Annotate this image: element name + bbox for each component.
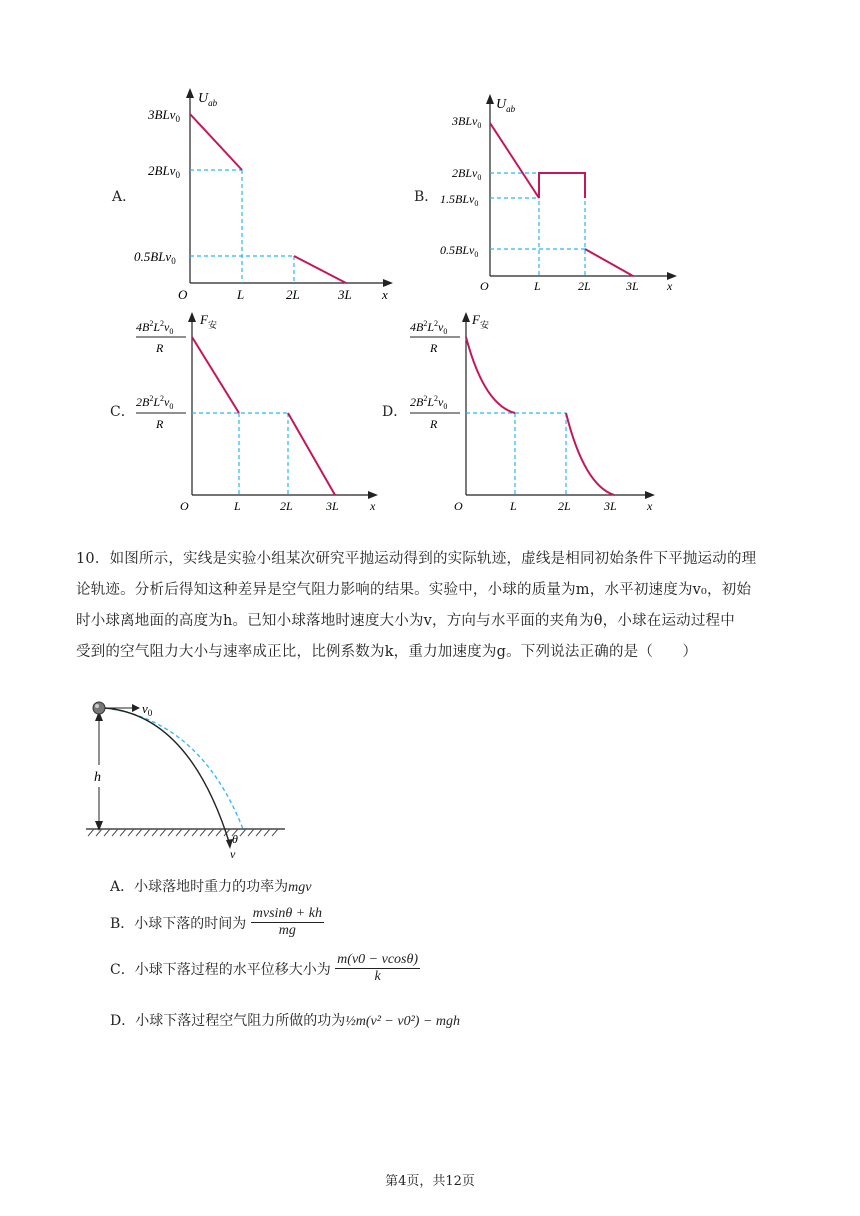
svg-text:L: L (234, 499, 241, 513)
option-d-label: D． (382, 404, 408, 420)
svg-text:F安: $F_安$ (200, 312, 217, 330)
v0-label: $v_0$ (142, 701, 153, 718)
answer-option-a: A．小球落地时重力的功率为mgv (110, 879, 312, 895)
svg-text:1.5BLv0: 1.5BLv$_0$ (440, 192, 479, 208)
graph-d (404, 310, 669, 515)
curve-segment-2 (294, 256, 346, 283)
svg-text:2BLv0: 2BLv$_0$ (452, 166, 482, 182)
curve-segment-1 (190, 114, 242, 170)
option-b-label: B． (414, 189, 439, 205)
svg-text:O: O (180, 499, 189, 513)
svg-text:x: x (647, 499, 653, 513)
svg-text:3L: 3L (626, 279, 639, 293)
svg-text:2L: 2L (280, 499, 293, 513)
svg-text:O: O (454, 499, 463, 513)
svg-text:R: R (156, 341, 164, 355)
projectile-figure (80, 695, 300, 865)
graph-c (130, 310, 390, 515)
tick-3blv0: 3BLv$_0$ (148, 107, 180, 124)
question-line-4: 受到的空气阻力大小与速率成正比，比例系数为k，重力加速度为g。下列说法正确的是（ ） (76, 644, 698, 660)
tick-3l: 3L (338, 287, 352, 302)
tick-o: O (178, 287, 188, 302)
tick-05blv0: 0.5BLv$_0$ (134, 249, 176, 266)
svg-text:4B2L2v0: $4B^2L^2v_0$ (136, 319, 174, 336)
svg-text:x: x (667, 279, 673, 293)
svg-text:3BLv0: 3BLv$_0$ (452, 114, 482, 130)
y-axis-arrow (186, 88, 194, 98)
svg-text:2L: 2L (558, 499, 571, 513)
answer-option-d: D．小球下落过程空气阻力所做的功为½m(v² − v0²) − mgh (110, 1013, 460, 1029)
theoretical-trajectory (105, 708, 243, 829)
svg-text:4B2L2v0: $4B^2L^2v_0$ (410, 319, 448, 336)
y-axis-title: $U_{ab}$ (198, 91, 218, 108)
svg-text:R: R (430, 417, 438, 431)
question-line-3: 时小球离地面的高度为h。已知小球落地时速度大小为v，方向与水平面的夹角为θ，小球在运动过程中 (76, 613, 735, 629)
svg-text:3L: 3L (604, 499, 617, 513)
svg-text:2B2L2v0: $2B^2L^2v_0$ (136, 394, 174, 411)
h-label: h (94, 770, 101, 785)
answer-option-b: B．小球下落的时间为 $\frac{mvsin\theta + kh}{mg}$ (110, 906, 322, 938)
svg-text:R: R (156, 417, 164, 431)
svg-text:2L: 2L (578, 279, 591, 293)
tick-l: L (237, 287, 245, 302)
option-a-label: A． (112, 189, 137, 205)
question-line-2: 论轨迹。分析后得知这种差异是空气阻力影响的结果。实验中，小球的质量为m，水平初速度为v₀，初始 (76, 582, 752, 598)
svg-text:L: L (510, 499, 517, 513)
answer-option-c: C．小球下落过程的水平位移大小为 $\frac{m(v0 - vcos\theta)}{k}$ (110, 952, 419, 984)
tick-2blv0: 2BLv$_0$ (148, 163, 180, 180)
question-number: 10． (76, 551, 110, 567)
svg-text:F安: $F_安$ (472, 312, 489, 330)
svg-text:0.5BLv0: 0.5BLv$_0$ (440, 243, 479, 259)
option-c-label: C． (110, 404, 135, 420)
svg-text:x: x (370, 499, 376, 513)
svg-text:3L: 3L (326, 499, 339, 513)
x-axis-arrow (383, 279, 393, 287)
svg-text:L: L (534, 279, 541, 293)
theta-label: θ (232, 832, 238, 846)
ground-hatching (88, 829, 278, 836)
tick-x: x (382, 287, 388, 302)
svg-text:2B2L2v0: $2B^2L^2v_0$ (410, 394, 448, 411)
graph-b (434, 94, 694, 294)
v-label: v (230, 847, 236, 861)
actual-trajectory (105, 708, 230, 845)
tick-2l: 2L (286, 287, 300, 302)
y-axis-title: $U_{ab}$ (496, 97, 516, 114)
ball (93, 702, 105, 714)
graph-a (130, 88, 400, 303)
page-footer: 第4页，共12页 (385, 1174, 475, 1189)
svg-text:R: R (430, 341, 438, 355)
question-line-1: 10．如图所示，实线是实验小组某次研究平抛运动得到的实际轨迹，虚线是相同初始条件下平抛运动的理 (76, 551, 757, 567)
svg-text:O: O (480, 279, 489, 293)
